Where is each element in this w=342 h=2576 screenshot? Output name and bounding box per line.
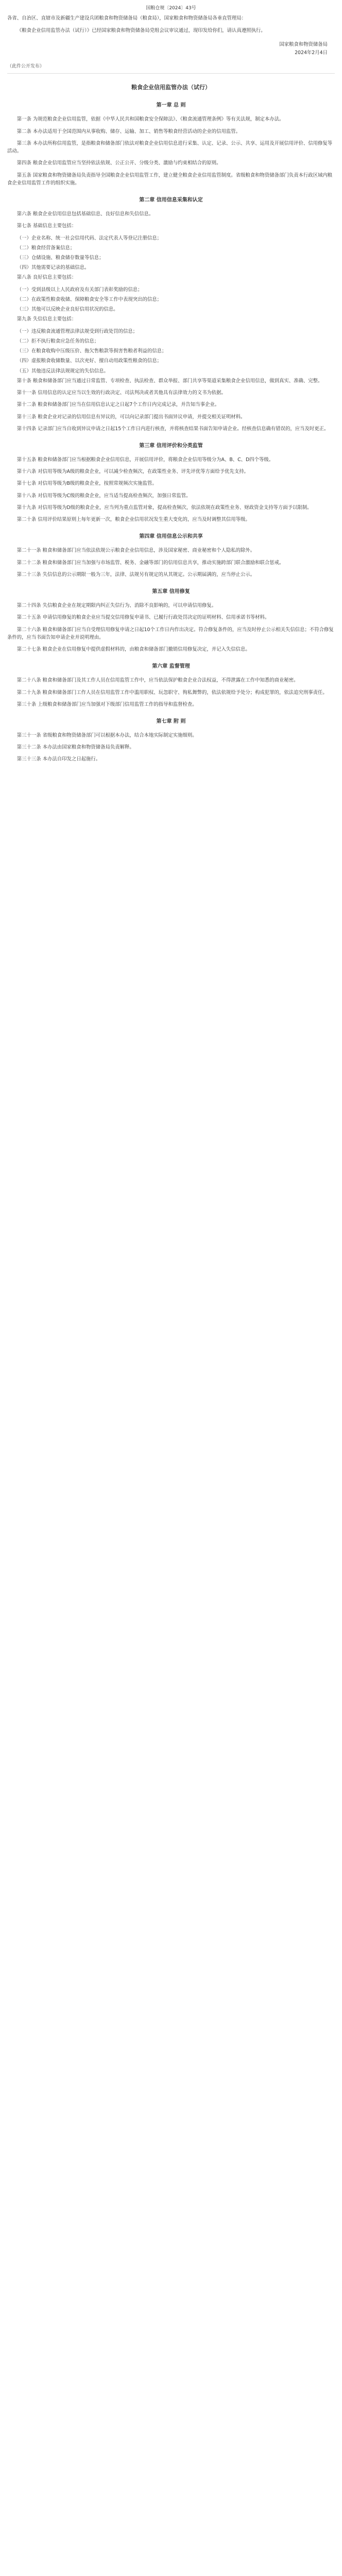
list-item: （二）粮食经营备案信息； — [16, 245, 75, 251]
article: 第八条 良好信息主要包括： — [16, 275, 77, 281]
article: 第十五条 粮食和储备部门应当根据粮食企业信用信息，开展信用评价，将粮食企业信用等级分为A、B、C、D四个等级。 — [16, 457, 274, 463]
notice-body: 《粮食企业信用监管办法（试行）》已经国家粮食和物资储备局党组会议审议通过，现印发给你们，请认真遵照执行。 — [16, 28, 266, 34]
article: 第五条 国家粮食和物资储备局负责指导全国粮食企业信用监管工作，建立健全粮食企业信用监管制度。省级粮食和物资储备部门负责本行政区域内粮食企业信用监管工作的组织实施。 — [7, 172, 333, 186]
chapter-heading: 第五章 信用修复 — [152, 589, 190, 595]
article: 第二十七条 粮食企业在信用修复中提供虚假材料的，由粮食和储备部门撤销信用修复决定，并记入失信信息。 — [16, 647, 250, 653]
article: 第十一条 信用信息的认定应当以生效的行政决定、司法判决或者其他具有法律效力的文书为依据。 — [16, 390, 226, 396]
salutation: 各省、自治区、直辖市及新疆生产建设兵团粮食和物资储备局（粮食局），国家粮食和物资储备局各垂直管理局： — [7, 15, 247, 21]
articles-section-4 — [0, 547, 342, 579]
issuer: 国家粮食和物资储备局 — [279, 42, 328, 48]
article: 第二十一条 粮食和储备部门应当依法依规公示粮食企业信用信息，涉及国家秘密、商业秘密和个人隐私的除外。 — [16, 548, 255, 554]
list-item: （三）在粮食收购中压级压价、拖欠售粮款等损害售粮者利益的信息； — [16, 348, 167, 354]
list-item: （三）仓储设施、粮食储存数量等信息； — [16, 255, 104, 261]
issue-date: 2024年2月4日 — [295, 50, 328, 56]
article: 第十六条 对信用等级为A级的粮食企业，可以减少检查频次，在政策性业务、评先评优等方面给予优先支持。 — [16, 469, 249, 475]
articles-section-1 — [0, 115, 342, 187]
articles-section-3 — [0, 456, 342, 523]
article: 第十三条 粮食企业对记录的信用信息有异议的，可以向记录部门提出书面异议申请，并提交相关证明材料。 — [16, 414, 246, 420]
article: 第三十一条 省级粮食和物资储备部门可以根据本办法，结合本地实际制定实施细则。 — [16, 732, 197, 738]
article: 第二十四条 失信粮食企业在规定期限内纠正失信行为、消除不良影响的，可以申请信用修复。 — [16, 603, 217, 609]
list-item: （五）其他违反法律法规规定的失信信息。 — [16, 368, 109, 374]
chapter-heading: 第四章 信用信息公示和共享 — [139, 534, 203, 540]
article: 第九条 失信信息主要包括： — [16, 316, 77, 323]
article: 第二十三条 失信信息的公示期限一般为三年，法律、法规另有规定的从其规定。公示期届满的，应当停止公示。 — [16, 571, 255, 578]
article: 第三条 本办法所称信用监管，是指粮食和储备部门依法对粮食企业信用信息进行采集、认定、记录、公示、共享、运用及开展信用评价、信用修复等活动。 — [7, 140, 333, 155]
list-item: （二）在政策性粮食收储、保障粮食安全等工作中表现突出的信息； — [16, 296, 162, 302]
articles-section-7 — [0, 732, 342, 764]
document-number: 国粮仓规〔2024〕43号 — [146, 6, 196, 11]
document-title: 粮食企业信用监管办法（试行） — [131, 84, 211, 91]
publish-note: （此件公开发布） — [7, 64, 45, 70]
articles-section-5 — [0, 602, 342, 653]
list-item: （一）违反粮食流通管理法律法规受到行政处罚的信息； — [16, 328, 138, 334]
article: 第四条 粮食企业信用监管应当坚持依法依规、公正公开、分级分类、激励与约束相结合的原则。 — [16, 160, 221, 166]
article: 第二十九条 粮食和储备部门工作人员在信用监管工作中滥用职权、玩忽职守、徇私舞弊的，依法依规给予处分；构成犯罪的，依法追究刑事责任。 — [16, 689, 328, 696]
article: 第十四条 记录部门应当自收到异议申请之日起15个工作日内进行核查，并将核查结果书面告知申请企业。经核查信息确有错误的，应当及时更正。 — [16, 426, 329, 432]
article: 第十条 粮食和储备部门应当通过日常监管、专项检查、执法检查、群众举报、部门共享等渠道采集粮食企业信用信息，做到真实、准确、完整。 — [16, 378, 323, 384]
chapter-heading: 第三章 信用评价和分类监管 — [139, 443, 203, 449]
article: 第一条 为规范粮食企业信用监管，依据《中华人民共和国粮食安全保障法》、《粮食流通管理条例》等有关法规，制定本办法。 — [16, 116, 284, 123]
article: 第十二条 粮食和储备部门应当在信用信息认定之日起7个工作日内完成记录，并告知当事企业。 — [16, 402, 220, 408]
chapter-heading: 第一章 总 则 — [156, 103, 186, 109]
divider — [7, 73, 335, 74]
article: 第二十二条 粮食和储备部门应当加强与市场监管、税务、金融等部门的信用信息共享，推动实施跨部门联合激励和联合惩戒。 — [16, 560, 284, 566]
article: 第三十二条 本办法由国家粮食和物资储备局负责解释。 — [16, 744, 134, 751]
list-item: （一）企业名称、统一社会信用代码、法定代表人等登记注册信息； — [16, 235, 162, 241]
article: 第七条 基础信息主要包括： — [16, 223, 77, 229]
article: 第十九条 对信用等级为D级的粮食企业，应当列为重点监管对象，提高检查频次，依法依规在政策性业务、财政资金支持等方面予以限制。 — [16, 504, 312, 511]
list-item: （四）其他需要记录的基础信息。 — [16, 265, 90, 271]
article: 第二条 本办法适用于全国范围内从事收购、储存、运输、加工、销售等粮食经营活动的企业的信用监管。 — [16, 128, 241, 134]
article: 第二十六条 粮食和储备部门应当自受理信用修复申请之日起10个工作日内作出决定。符合修复条件的，应当及时停止公示相关失信信息；不符合修复条件的，应当书面告知申请企业并说明理由。 — [7, 626, 334, 640]
article: 第十七条 对信用等级为B级的粮食企业，按照常规频次实施监管。 — [16, 481, 157, 487]
article: 第二十五条 申请信用修复的粮食企业应当提交信用修复申请书、已履行行政处罚决定的证明材料、信用承诺书等材料。 — [16, 615, 270, 621]
chapter-heading: 第六章 监督管理 — [152, 664, 190, 670]
article: 第二十八条 粮食和储备部门及其工作人员在信用监管工作中，应当依法保护粮食企业合法权益，不得泄露在工作中知悉的商业秘密。 — [16, 677, 299, 684]
list-item: （四）虚报粮食收储数量、以次充好、擅自动用政策性粮食的信息； — [16, 358, 162, 364]
list-item: （二）拒不执行粮食应急任务的信息； — [16, 338, 99, 344]
article: 第三十条 上级粮食和储备部门应当加强对下级部门信用监管工作的指导和监督检查。 — [16, 701, 197, 707]
articles-section-2 — [0, 210, 342, 433]
signature-block — [0, 41, 328, 57]
list-item: （一）受到县级以上人民政府及有关部门表彰奖励的信息； — [16, 286, 143, 293]
articles-section-6 — [0, 676, 342, 708]
chapter-heading: 第二章 信用信息采集和认定 — [139, 197, 203, 204]
article: 第二十条 信用评价结果原则上每年更新一次，粮食企业信用状况发生重大变化的，应当及时调整其信用等级。 — [16, 517, 250, 523]
article: 第三十三条 本办法自印发之日起施行。 — [16, 756, 101, 762]
article: 第十八条 对信用等级为C级的粮食企业，应当适当提高检查频次，加强日常监管。 — [16, 493, 191, 499]
article: 第六条 粮食企业信用信息包括基础信息、良好信息和失信信息。 — [16, 211, 154, 217]
list-item: （三）其他可以反映企业良好信用状况的信息。 — [16, 307, 118, 313]
chapter-heading: 第七章 附 则 — [156, 718, 186, 724]
